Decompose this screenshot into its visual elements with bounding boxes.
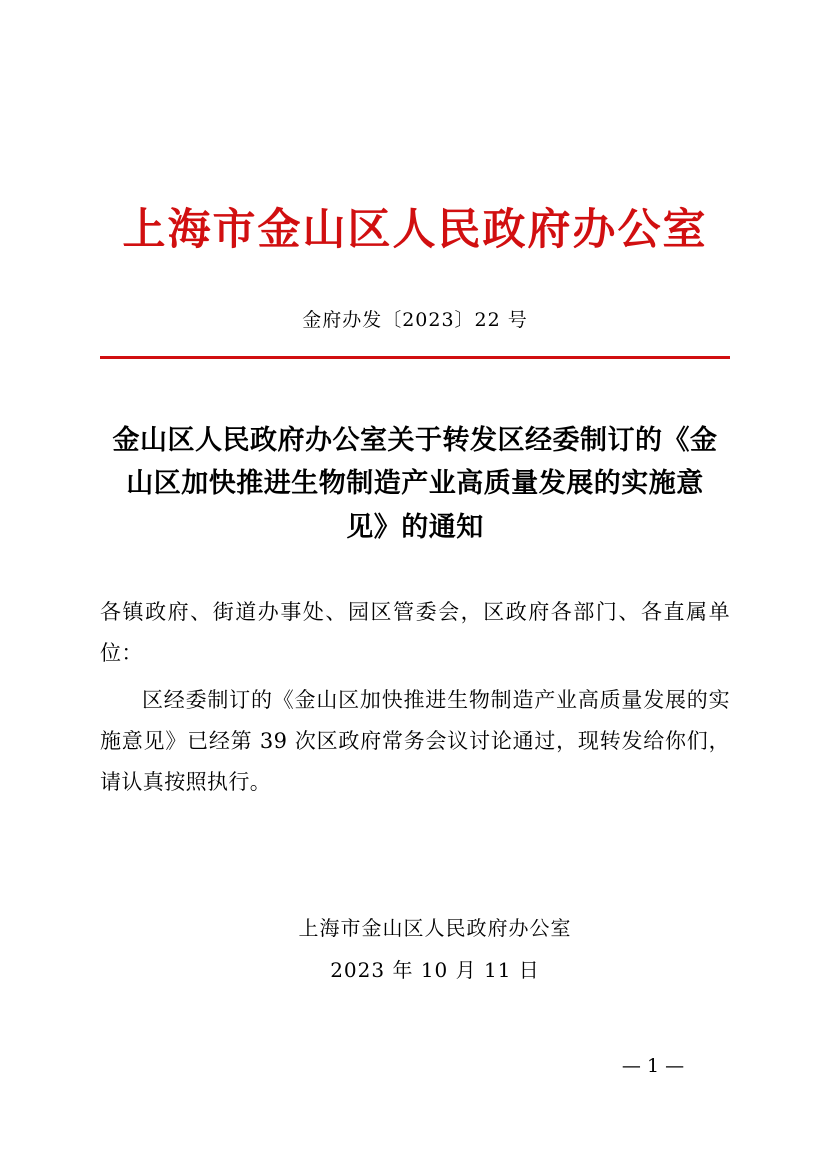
document-body [100, 0, 730, 991]
page-number: — 1 — [621, 1055, 685, 1077]
issuing-organization-title: 上海市金山区人民政府办公室 [122, 205, 708, 255]
signature-organization: 上海市金山区人民政府办公室 [298, 916, 572, 941]
red-divider-rule [100, 356, 730, 359]
recipient-line: 各镇政府、街道办事处、园区管委会，区政府各部门、各直属单位： [100, 599, 730, 665]
signature-block [100, 907, 730, 991]
body-paragraph: 区经委制订的《金山区加快推进生物制造产业高质量发展的实施意见》已经第 39 次区政府常务会议讨论通过，现转发给你们，请认真按照执行。 [100, 687, 730, 794]
document-title: 金山区人民政府办公室关于转发区经委制订的《金山区加快推进生物制造产业高质量发展的实施意见》的通知 [112, 424, 718, 544]
document-number: 金府办发〔2023〕22 号 [302, 308, 528, 331]
signature-date: 2023 年 10 月 11 日 [330, 958, 540, 983]
